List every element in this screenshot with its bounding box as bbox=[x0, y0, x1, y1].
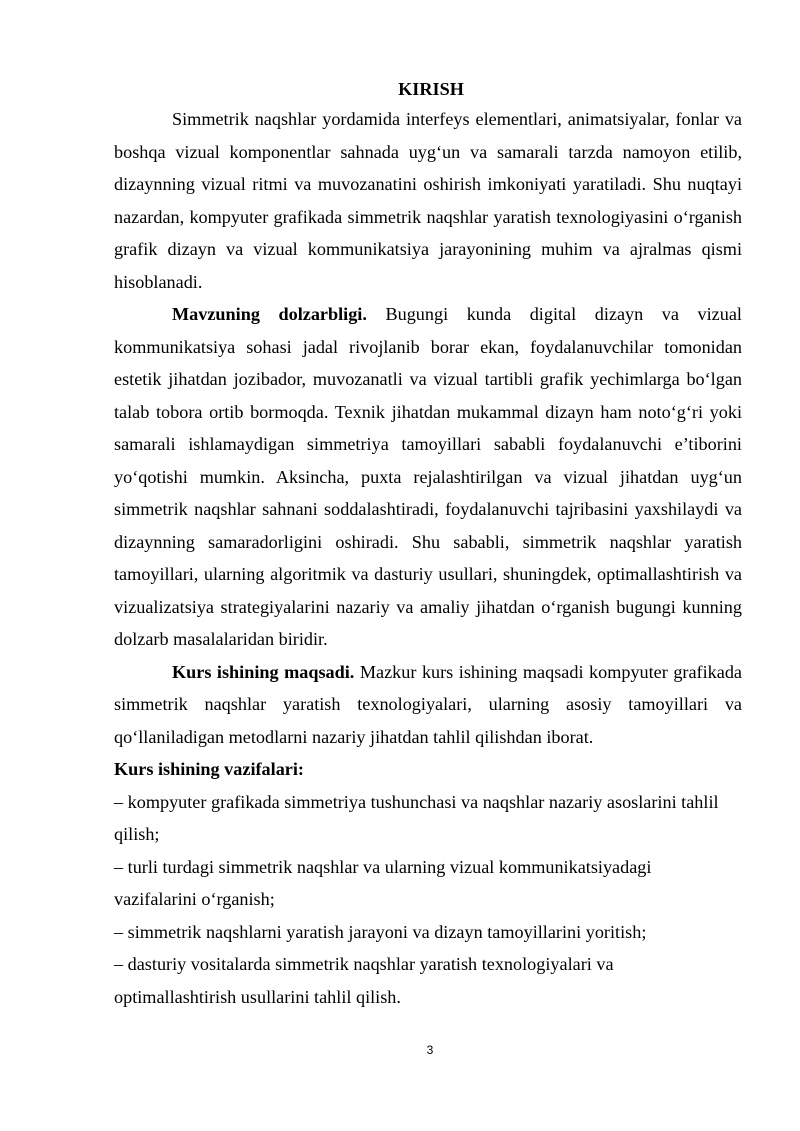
goal-text: Mazkur kurs ishining maqsadi kompyuter grafikada simmetrik naqshlar yaratish texnologiyalari, ularning asosiy tamoyillari va qo‘llaniladigan metodlarni nazariy jihatdan tahlil qilishdan iborat. bbox=[114, 661, 742, 747]
page-number: 3 bbox=[426, 1043, 434, 1057]
relevance-paragraph bbox=[114, 298, 742, 656]
page-content bbox=[114, 75, 742, 1013]
task-item: – dasturiy vositalarda simmetrik naqshlar yaratish texnologiyalari va optimallashtirish usullarini tahlil qilish. bbox=[114, 954, 614, 1007]
section-title: KIRISH bbox=[398, 79, 464, 99]
tasks-heading: Kurs ishining vazifalari: bbox=[114, 759, 304, 779]
intro-paragraph: Simmetrik naqshlar yordamida interfeys elementlari, animatsiyalar, fonlar va boshqa vizual komponentlar sahnada uyg‘un va samarali tarzda namoyon etilib, dizaynning vizual ritmi va muvozanatini oshirish imkoniyati yaratiladi. Shu nuqtayi nazardan, kompyuter grafikada simmetrik naqshlar yaratish texnologiyasini o‘rganish grafik dizayn va vizual kommunikatsiya jarayonining muhim va ajralmas qismi hisoblanadi. bbox=[114, 109, 742, 292]
relevance-label: Mavzuning dolzarbligi. bbox=[172, 304, 367, 324]
goal-label: Kurs ishining maqsadi. bbox=[172, 661, 355, 682]
goal-paragraph bbox=[114, 656, 742, 754]
task-item: – kompyuter grafikada simmetriya tushunchasi va naqshlar nazariy asoslarini tahlil qilish; bbox=[114, 791, 719, 844]
task-item: – simmetrik naqshlarni yaratish jarayoni va dizayn tamoyillarini yoritish; bbox=[114, 921, 647, 942]
task-item: – turli turdagi simmetrik naqshlar va ularning vizual kommunikatsiyadagi vazifalarini o‘rganish; bbox=[114, 856, 652, 909]
relevance-text: Bugungi kunda digital dizayn va vizual kommunikatsiya sohasi jadal rivojlanib borar ekan, foydalanuvchilar tomonidan estetik jihatdan jozibador, muvozanatli va vizual tartibli grafik yechimlarga bo‘lgan talab tobora ortib bormoqda. Texnik jihatdan mukammal dizayn ham noto‘g‘ri yoki samarali ishlamaydigan simmetriya tamoyillari sababli foydalanuvchi e’tiborini yo‘qotishi mumkin. Aksincha, puxta rejalashtirilgan va vizual jihatdan uyg‘un simmetrik naqshlar sahnani soddalashtiradi, foydalanuvchi tajribasini yaxshilaydi va dizaynning samaradorligini oshiradi. Shu sababli, simmetrik naqshlar yaratish tamoyillari, ularning algoritmik va dasturiy usullari, shuningdek, optimallashtirish va vizualizatsiya strategiyalarini nazariy va amaliy jihatdan o‘rganish bugungi kunning dolzarb masalalaridan biridir. bbox=[114, 304, 742, 649]
